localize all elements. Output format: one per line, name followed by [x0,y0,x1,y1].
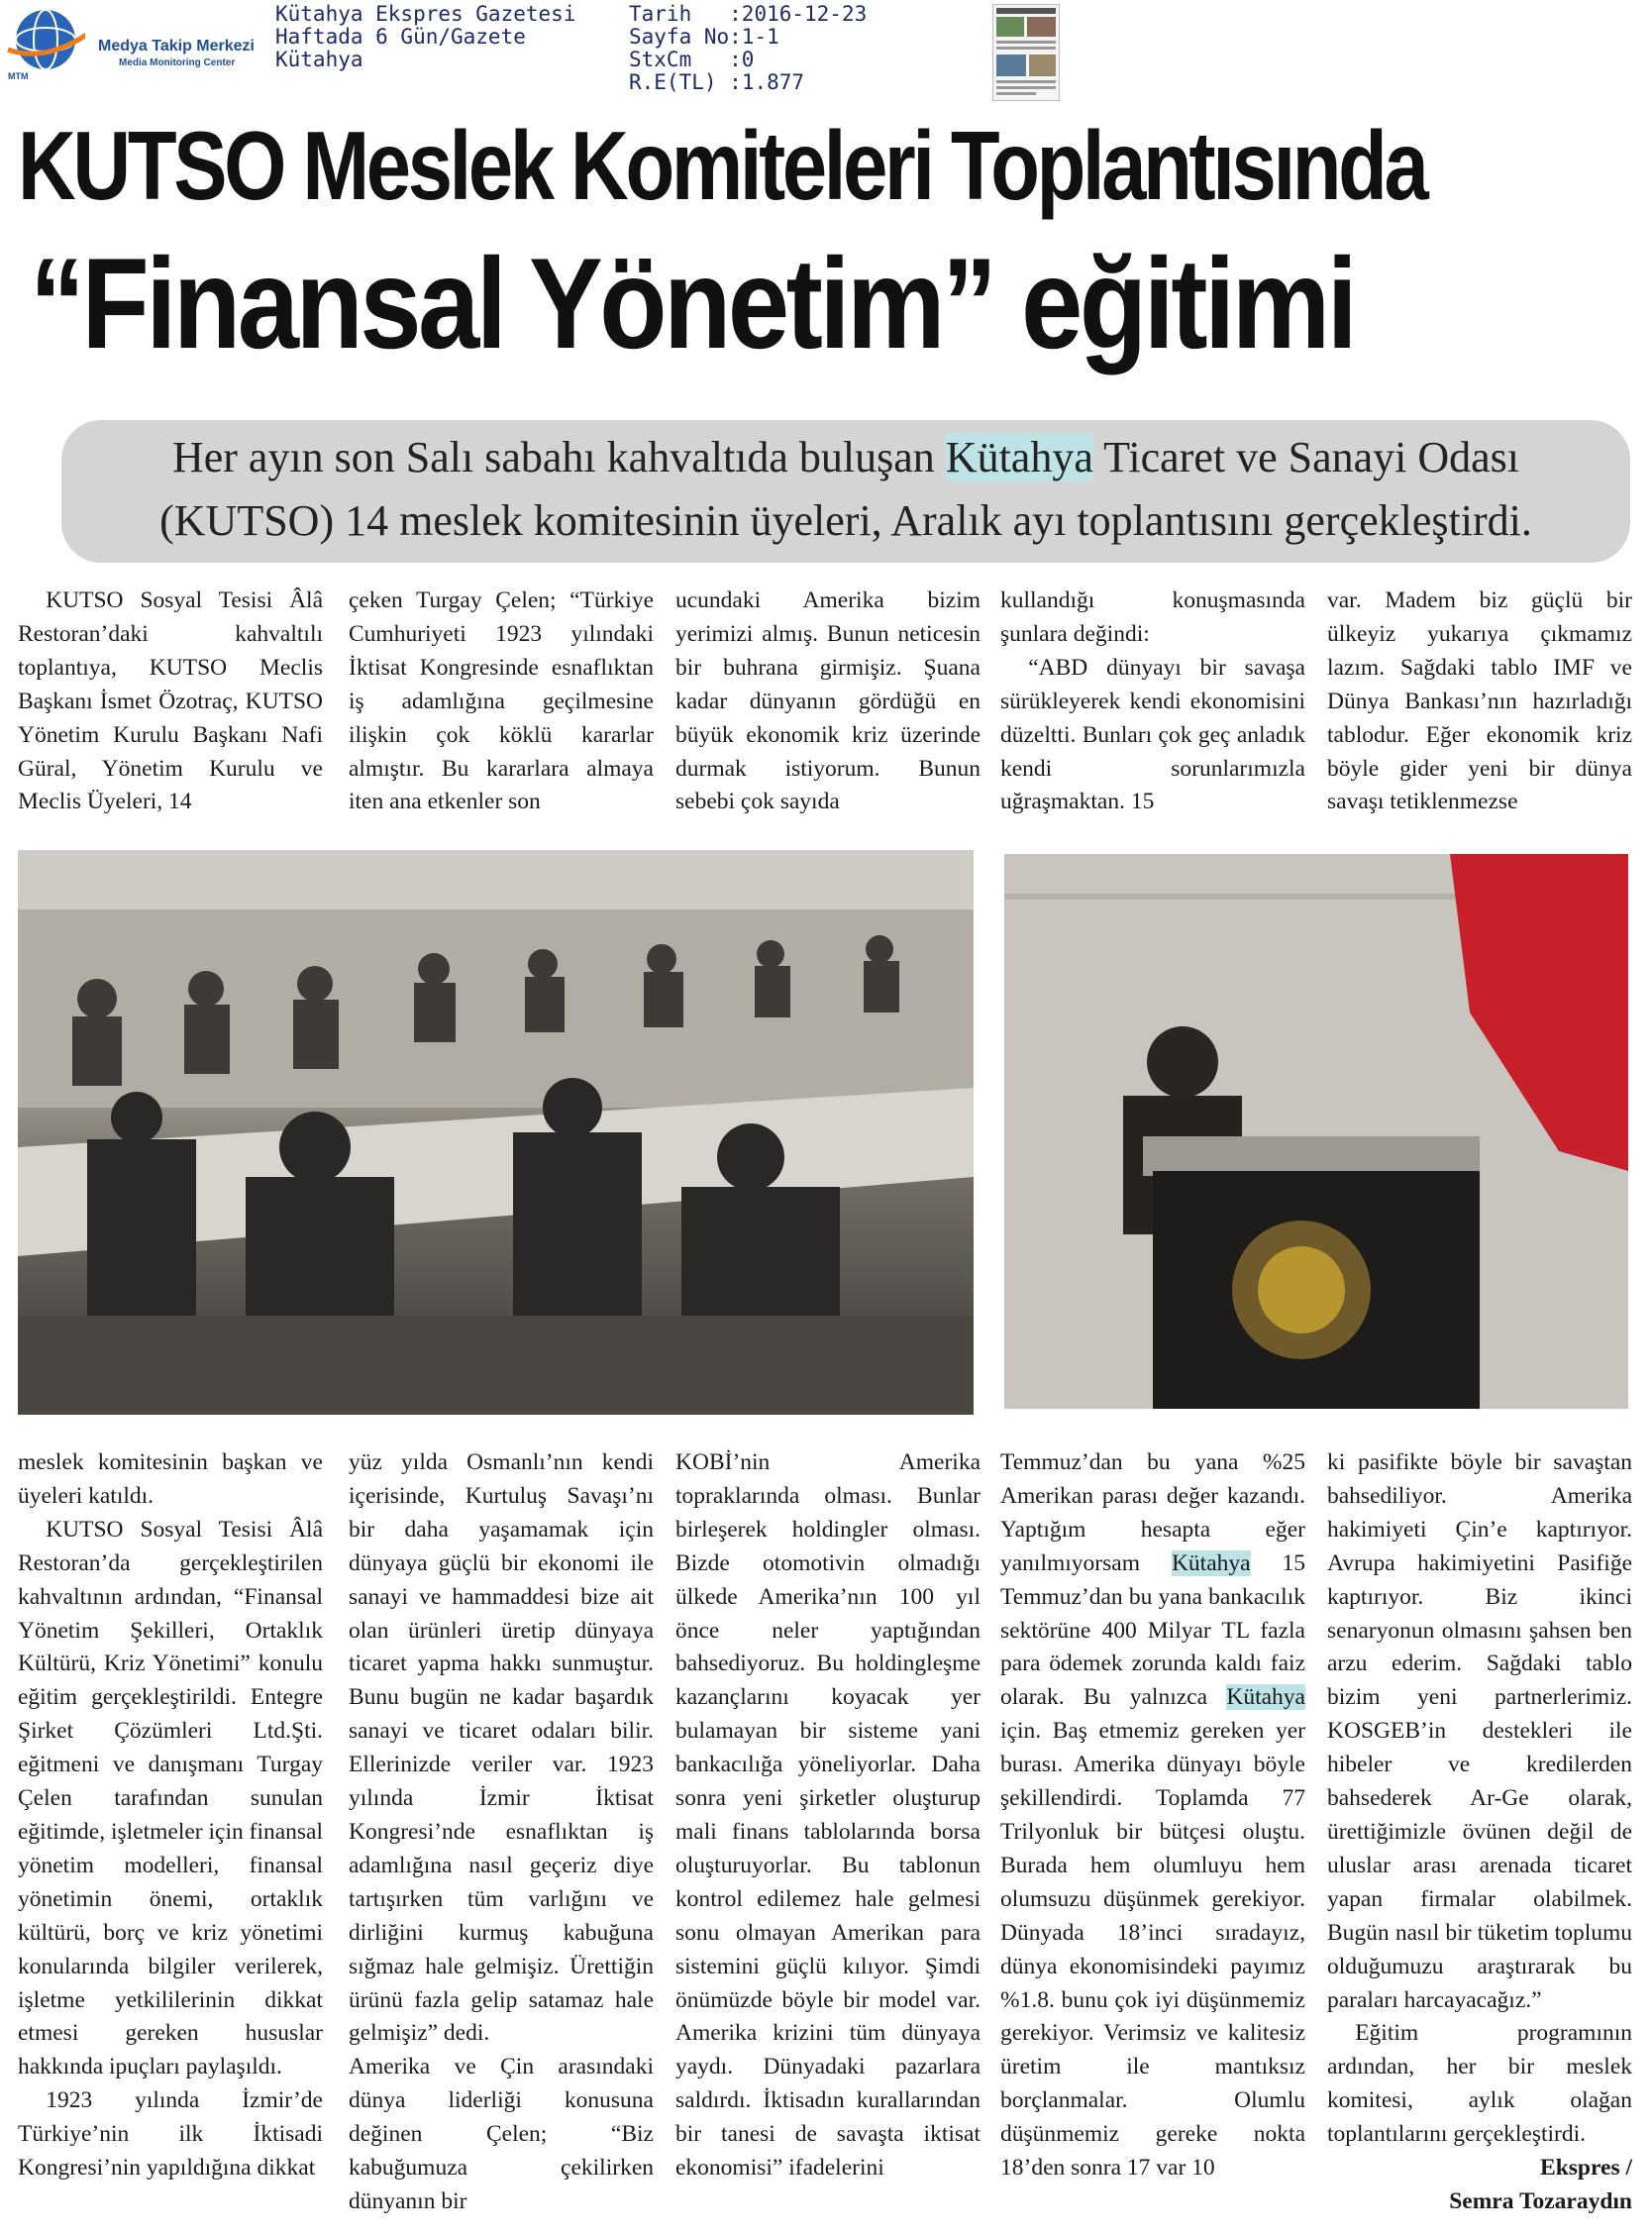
paragraph [1000,1446,1305,2185]
paragraph: kullandığı konuşmasında şunlara değindi: [1000,587,1305,647]
paragraph: yüz yılda Osmanlı’nın kendi içerisinde, Kurtuluş Savaşı’nı bir daha yaşamamak için dünyaya güçlü bir ekonomi ile sanayi ve hammaddesi bize ait olan ürünleri üretip dünyaya ticaret yapma hakkı sunmuştur. Bunu bugün ne kadar başardık sanayi ve ticaret odaları bilir. Ellerinizde veriler var. 1923 yılında İzmir İktisat Kongresi’nde esnaflıktan iş adamlığına nasıl geçeriz diye tartışırken tüm varlığını ve dirliğini kurmuş kabuğuna sığmaz hale gelmişiz. Ürettiğin ürünü fazla gelip satamaz hale gelmişiz” dedi. [349,1449,654,2047]
headline-line1: KUTSO Meslek Komiteleri Toplantısında [18,111,1426,220]
clip-meta-info [629,3,867,94]
text-run: için. Baş etmemiz gereken yer burası. Amerika dünyayı böyle şekillendirdi. Toplamda 77 Trilyonluk bir bütçesi oluştu. Burada hem olumluyu hem olumsuzu düşünmek gerekiyor. Dünyada 18’inci sıradayız, dünya ekonomisindeki payımız %1.8. bunu çok iyi düşünmemiz gerekiyor. Verimsiz ve kalitesiz üretim ile mantıksız borçlanmalar. Olumlu düşünmemiz gereke nokta 18’den sonra 17 var 10 [1000,1718,1305,2182]
paragraph: Amerika ve Çin arasındaki dünya liderliği konusuna değinen Çelen; “Biz kabuğumuza çekilirken dünyanın bir [349,2054,654,2214]
paragraph: “ABD dünyayı bir savaşa sürükleyerek kendi ekonomisini düzeltti. Bunları çok geç anladık kendi sorunlarımızla uğraşmaktan. 15 [1000,654,1305,815]
paragraph: KOBİ’nin Amerika topraklarında olması. Bunlar birleşerek holdingler olması. Bizde otomotivin olmadığı ülkede Amerika’nın 100 yıl önce neler yaptığından bahsediyoruz. Bu holdingleşme kazançlarını koyacak yer bulamayan bir sisteme yani bankacılığa yöneliyorlar. Daha sonra yeni şirketler oluşturup mali finans tablolarında borsa oluşturuyorlar. Bu tablonun kontrol edilemez hale gelmesi sonu olmayan Amerikan para sistemini güçlü kılıyor. Şimdi önümüzde böyle bir model var. Amerika krizini tüm dünyaya yaydı. Dünyadaki pazarlara saldırdı. İktisadın kurallarından bir tanesi de savaşta iktisat ekonomisi” ifadelerini [675,1449,981,2182]
logo-subtitle: Media Monitoring Center [119,57,236,68]
lead-line2: (KUTSO) 14 meslek komitesinin üyeleri, Aralık ayı toplantısını gerçekleştirdi. [159,496,1532,545]
date-value: :2016-12-23 [729,2,868,26]
lead-highlight: Kütahya [945,433,1093,481]
text-run: Temmuz’dan bu yana %25 Amerikan parası değer kazandı. Yaptığım hesapta eğer yanılmıyorsam [1000,1449,1305,1576]
paragraph: ucundaki Amerika bizim yerimizi almış. Bunun neticesin bir buhrana girmişiz. Şuana kadar dünyanın gördüğü en büyük ekonomik kriz üzerinde durmak istiyorum. Bunun sebebi çok sayıda [675,587,981,815]
bottom-column-5 [1327,1446,1632,2219]
globe-icon [6,6,85,81]
top-column-2 [349,585,654,819]
stxcm-value: :0 [729,48,755,71]
paragraph: var. Madem biz güçlü bir ülkeyiz yukarıya çıkmamız lazım. Sağdaki tablo IMF ve Dünya Bankası’nın hazırladığı tablodur. Eğer ekonomik kriz böyle gider yeni bir dünya savaşı tetiklenmezse [1327,587,1632,815]
paragraph: 1923 yılında İzmir’de Türkiye’nin ilk İktisadi Kongresi’nin yapıldığına dikkat [18,2087,323,2182]
top-column-5 [1327,585,1632,819]
top-column-1 [18,585,323,819]
signature-author: Semra Tozaraydın [1449,2187,1632,2214]
stxcm-label: StxCm [629,48,692,71]
headline-line2: “Finansal Yönetim” eğitimi [30,231,1355,375]
bottom-column-2 [349,1446,654,2219]
logo-title: Medya Takip Merkezi [98,38,255,54]
page-value: :1-1 [729,25,779,49]
bottom-column-3 [675,1446,981,2185]
lead-part2: Ticaret ve Sanayi Odası [1092,433,1520,481]
thumbnail-image [993,5,1059,100]
clip-source-info [275,3,575,71]
date-label: Tarih [629,2,692,26]
publication-frequency: Haftada 6 Gün/Gazete [275,25,526,49]
re-value: :1.877 [729,70,805,94]
mtm-logo [6,6,273,81]
signature-source: Ekspres / [1540,2155,1632,2182]
bottom-column-1 [18,1446,323,2185]
lead-text [61,420,1630,553]
page-thumbnail [992,4,1060,101]
lead-part1: Her ayın son Salı sabahı kahvaltıda buluşan [171,433,946,481]
highlight-kutahya: Kütahya [1171,1549,1251,1576]
speaker-photo-image [1004,854,1628,1409]
paragraph: meslek komitesinin başkan ve üyeleri katıldı. [18,1449,323,1509]
lead-box [61,420,1630,563]
top-column-3 [675,585,981,819]
re-label: R.E(TL) [629,70,717,94]
publication-name: Kütahya Ekspres Gazetesi [275,2,576,26]
paragraph: KUTSO Sosyal Tesisi Âlâ Restoran’daki kahvaltılı toplantıya, KUTSO Meclis Başkanı İsmet Özotraç, KUTSO Yönetim Kurulu Başkanı Nafi Güral, Yönetim Kurulu ve Meclis Üyeleri, 14 [18,587,323,815]
paragraph: Eğitim programının ardından, her bir meslek komitesi, aylık olağan toplantılarını gerçekleştirdi. [1327,2020,1632,2148]
paragraph: ki pasifikte böyle bir savaştan bahsediliyor. Amerika hakimiyeti Çin’e kaptırıyor. Avrupa hakimiyetini Pasifiğe kaptırıyor. Biz ikinci senaryonun olmasını şahsen ben arzu ederim. Sağdaki tablo bizim yeni partnerlerimiz. KOSGEB’in destekleri ile hibeler ve kredilerden bahsederek Ar-Ge olarak, ürettiğimizle övünen değil de uluslar arası arenada ticaret yapan firmalar olabilmek. Bugün nasıl bir tüketim toplumu olduğumuzu araştırarak bu paraları harcayacağız.” [1327,1449,1632,2013]
meeting-photo-image [18,850,974,1415]
logo-mark: MTM [8,71,29,81]
paragraph: KUTSO Sosyal Tesisi Âlâ Restoran’da gerçekleştirilen kahvaltının ardından, “Finansal Yönetim Şekilleri, Ortaklık Kültürü, Kriz Yönetimi” konulu eğitim gerçekleştirildi. Entegre Şirket Çözümleri Ltd.Şti. eğitmeni ve danışmanı Turgay Çelen tarafından sunulan eğitimde, işletmeler için finansal yönetim modelleri, finansal yönetimin önemi, ortaklık kültürü, borç ve kriz yönetimi konularında bilgiler verilerek, işletme yetkililerinin dikkat etmesi gereken hususlar hakkında ipuçları paylaşıldı. [18,1516,324,2080]
bottom-column-4 [1000,1446,1305,2185]
highlight-kutahya: Kütahya [1226,1684,1305,1711]
meeting-photo [18,850,974,1415]
publication-city: Kütahya [275,48,363,71]
paragraph: çeken Turgay Çelen; “Türkiye Cumhuriyeti 1923 yılındaki İktisat Kongresinde esnaflıktan iş adamlığına geçilmesine ilişkin çok köklü kararlar almıştır. Bu kararlara almaya iten ana etkenler son [349,587,654,815]
top-column-4 [1000,585,1305,819]
text-run: 15 Temmuz’dan bu yana bankacılık sektörüne 400 Milyar TL fazla para ödemek zorunda kaldı faiz olarak. Bu yalnızca [1000,1549,1306,1711]
page-label: Sayfa No [629,25,730,49]
speaker-photo [1004,854,1628,1409]
